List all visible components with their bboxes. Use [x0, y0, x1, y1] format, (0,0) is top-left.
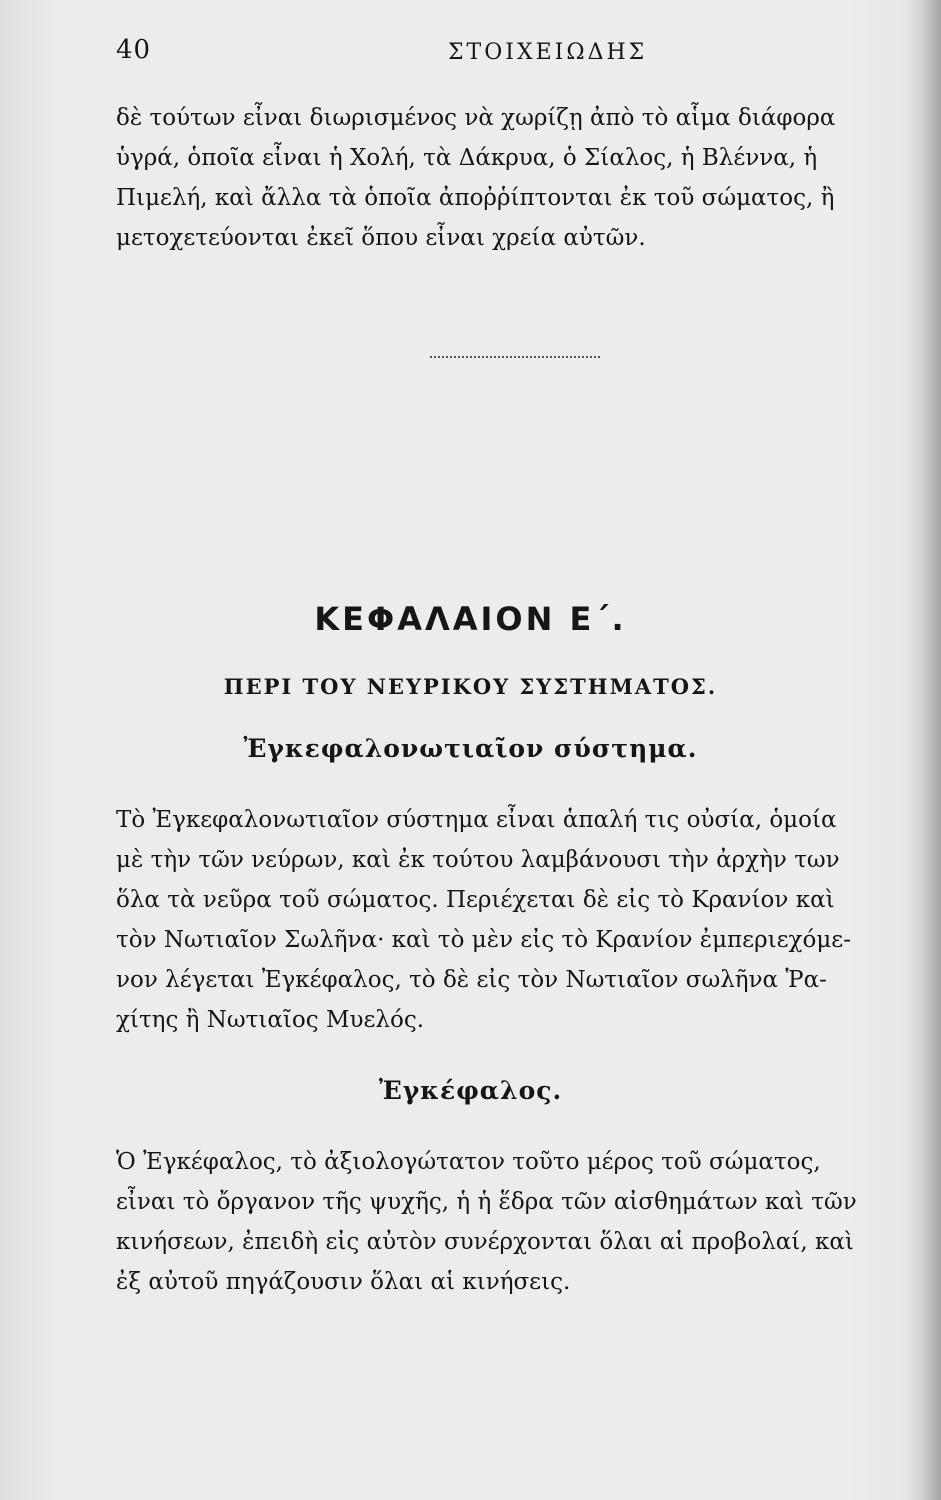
page-number: 40	[116, 35, 152, 65]
section-divider	[430, 356, 600, 361]
running-head: ΣΤΟΙΧΕΙΩΔΗΣ	[448, 40, 648, 65]
section-body-encephalospinal: Τὸ Ἐγκεφαλονωτιαῖον σύστημα εἶναι ἁπαλή τις οὐσία, ὁμοία μὲ τὴν τῶν νεύρων, καὶ ἐκ τούτου λαμβάνουσι τὴν ἀρχὴν των ὅλα τὰ νεῦρα τοῦ σώματος. Περιέχεται δὲ εἰς τὸ Κρανίον καὶ τὸν Νωτιαῖον Σωλῆνα· καὶ τὸ μὲν εἰς τὸ Κρανίον ἐμπεριεχόμε- νον λέγεται Ἐγκέφαλος, τὸ δὲ εἰς τὸν Νωτιαῖον σωλῆνα Ῥα- χίτης ἢ Νωτιαῖος Μυελός.	[116, 807, 851, 1033]
chapter-subtitle: ΠΕΡΙ ΤΟΥ ΝΕΥΡΙΚΟΥ ΣΥΣΤΗΜΑΤΟΣ.	[223, 674, 718, 699]
chapter-title: ΚΕΦΑΛΑΙΟΝ Ε΄.	[314, 600, 627, 638]
section-heading-brain: Ἐγκέφαλος.	[378, 1076, 563, 1105]
continued-paragraph: δὲ τούτων εἶναι διωρισμένος νὰ χωρίζῃ ἀπὸ τὸ αἷμα διάφορα ὑγρά, ὁποῖα εἶναι ἡ Χολή, τὰ Δάκρυα, ὁ Σίαλος, ἡ Βλέννα, ἡ Πιμελή, καὶ ἄλλα τὰ ὁποῖα ἀποῤῥίπτονται ἐκ τοῦ σώματος, ἢ μετοχετεύονται ἐκεῖ ὅπου εἶναι χρεία αὐτῶν.	[116, 105, 836, 251]
section-body-brain: Ὁ Ἐγκέφαλος, τὸ ἀξιολογώτατον τοῦτο μέρος τοῦ σώματος, εἶναι τὸ ὄργανον τῆς ψυχῆς, ἡ ἡ ἕδρα τῶν αἰσθημάτων καὶ τῶν κινήσεων, ἐπειδὴ εἰς αὐτὸν συνέρχονται ὅλαι αἱ προβολαί, καὶ ἐξ αὐτοῦ πηγάζουσιν ὅλαι αἱ κινήσεις.	[116, 1149, 857, 1295]
section-heading-encephalospinal: Ἐγκεφαλονωτιαῖον σύστημα.	[243, 734, 698, 763]
